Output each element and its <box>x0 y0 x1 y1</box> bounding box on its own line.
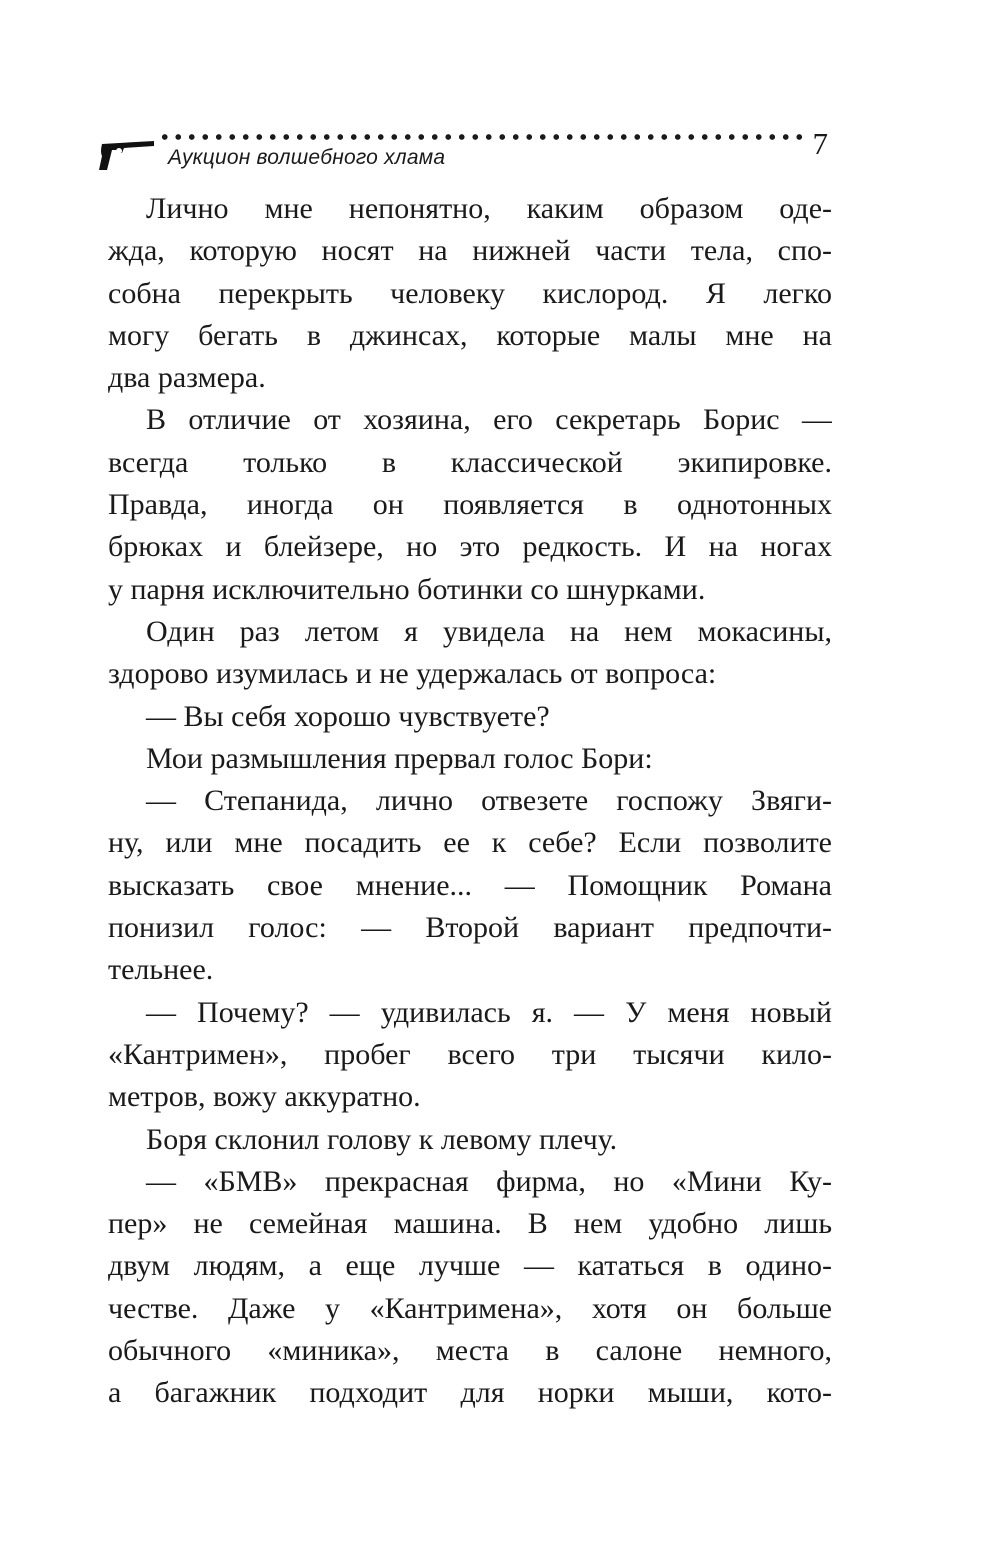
text-line: понизил голос: — Второй вариант предпочти- <box>108 911 832 945</box>
text-line: Правда, иногда он появляется в однотонных <box>108 488 832 522</box>
text-line: метров, вожу аккуратно. <box>108 1080 421 1114</box>
text-line: — Почему? — удивилась я. — У меня новый <box>146 995 832 1029</box>
text-line: «Кантримен», пробег всего три тысячи кило- <box>108 1037 832 1071</box>
text-line: В отличие от хозяина, его секретарь Борис — <box>146 403 832 437</box>
text-line: два размера. <box>108 361 266 395</box>
text-line: здорово изумилась и не удержалась от вопроса: <box>108 657 717 691</box>
text-line: Один раз летом я увидела на нем мокасины, <box>146 614 832 648</box>
text-line: — Вы себя хорошо чувствуете? <box>146 699 550 733</box>
text-line: пер» не семейная машина. В нем удобно лишь <box>108 1207 832 1241</box>
text-line: могу бегать в джинсах, которые малы мне на <box>108 318 832 352</box>
text-line: — Степанида, лично отвезете госпожу Звяги- <box>146 784 832 818</box>
dotted-rule <box>158 134 808 140</box>
page-number: 7 <box>812 126 828 161</box>
text-line: — «БМВ» прекрасная фирма, но «Мини Ку- <box>146 1164 832 1198</box>
text-line: Лично мне непонятно, каким образом оде- <box>146 192 832 225</box>
text-line: у парня исключительно ботинки со шнурками. <box>108 572 706 606</box>
body-text <box>108 188 832 1415</box>
text-line: ну, или мне посадить ее к себе? Если позволите <box>108 826 832 860</box>
text-line: а багажник подходит для норки мыши, кото- <box>108 1376 832 1410</box>
text-line: всегда только в классической экипировке. <box>108 445 832 479</box>
text-line: высказать свое мнение... — Помощник Романа <box>108 868 832 902</box>
revolver-icon <box>98 132 156 172</box>
text-line: честве. Даже у «Кантримена», хотя он больше <box>108 1291 832 1325</box>
text-line: Мои размышления прервал голос Бори: <box>146 741 653 775</box>
running-title: Аукцион волшебного хлама <box>168 146 446 169</box>
text-line: брюках и блейзере, но это редкость. И на ногах <box>108 530 832 564</box>
text-line: жда, которую носят на нижней части тела, спо- <box>108 234 832 268</box>
text-line: тельнее. <box>108 953 214 987</box>
text-line: собна перекрыть человеку кислород. Я легко <box>108 276 832 310</box>
text-line: двум людям, а еще лучше — кататься в одино- <box>108 1249 832 1283</box>
running-header <box>98 126 838 184</box>
text-line: обычного «миника», места в салоне немного, <box>108 1334 832 1368</box>
text-line: Боря склонил голову к левому плечу. <box>146 1122 618 1156</box>
